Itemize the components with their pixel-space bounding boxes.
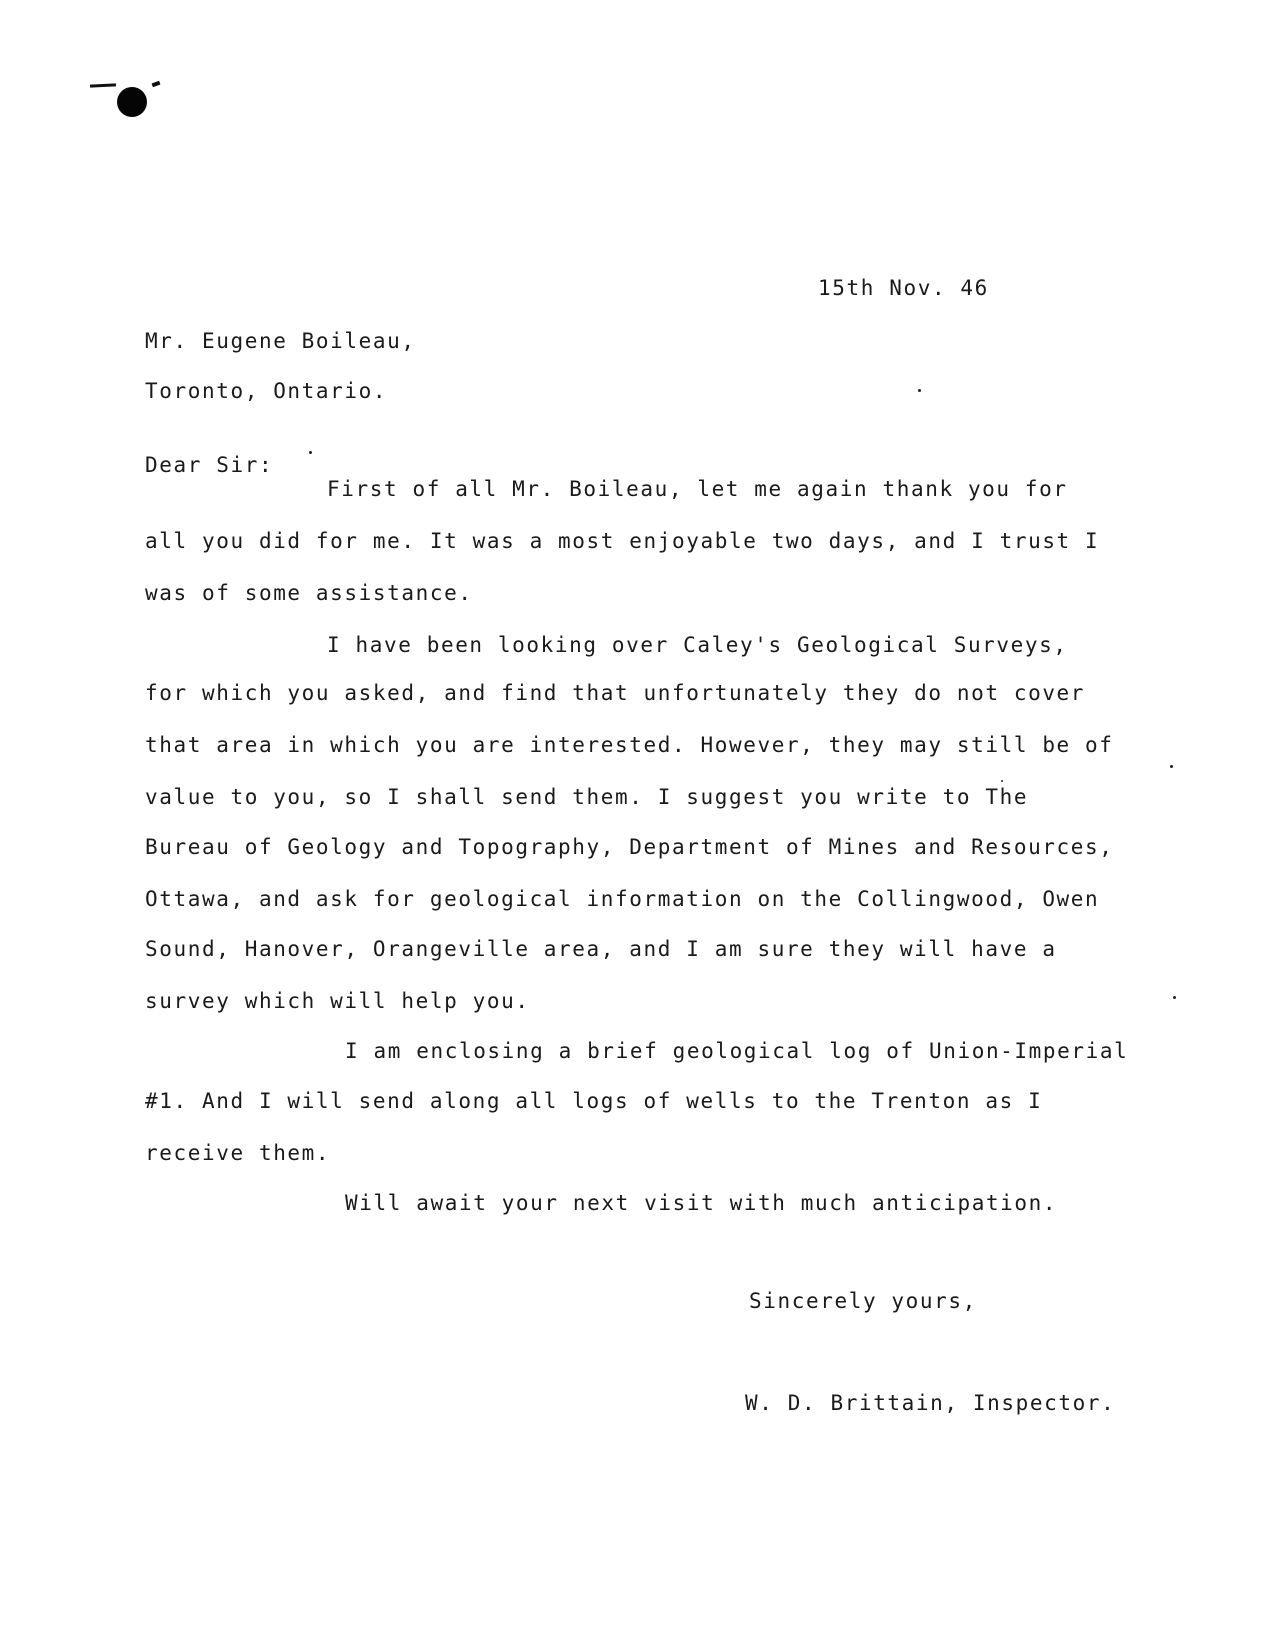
body-line: First of all Mr. Boileau, let me again thank you for [327, 477, 1068, 501]
body-line: I am enclosing a brief geological log of Union-Imperial [345, 1039, 1129, 1063]
body-line: Ottawa, and ask for geological information on the Collingwood, Owen [145, 887, 1100, 911]
salutation: Dear Sir: [145, 453, 274, 477]
hole-punch [117, 87, 147, 117]
letter-date: 15th Nov. 46 [818, 276, 989, 300]
recipient-city: Toronto, Ontario. [145, 379, 388, 403]
body-line: Bureau of Geology and Topography, Department of Mines and Resources, [145, 835, 1114, 859]
hole-punch-mark [152, 81, 161, 87]
paper-speck [309, 451, 312, 454]
paper-speck [918, 389, 921, 392]
body-line: I have been looking over Caley's Geological Surveys, [327, 633, 1068, 657]
body-line: for which you asked, and find that unfortunately they do not cover [145, 681, 1086, 705]
body-line: Will await your next visit with much anticipation. [345, 1191, 1058, 1215]
paper-speck [1001, 780, 1003, 782]
body-line: all you did for me. It was a most enjoyable two days, and I trust I [145, 529, 1100, 553]
recipient-name: Mr. Eugene Boileau, [145, 329, 416, 353]
body-line: #1. And I will send along all logs of wells to the Trenton as I [145, 1089, 1043, 1113]
closing: Sincerely yours, [749, 1289, 977, 1313]
body-line: that area in which you are interested. However, they may still be of [145, 733, 1114, 757]
paper-speck [1173, 996, 1176, 999]
body-line: value to you, so I shall send them. I suggest you write to The [145, 785, 1029, 809]
hole-punch-mark [90, 83, 116, 87]
body-line: Sound, Hanover, Orangeville area, and I am sure they will have a [145, 937, 1057, 961]
signature: W. D. Brittain, Inspector. [745, 1391, 1116, 1415]
body-line: survey which will help you. [145, 989, 530, 1013]
body-line: was of some assistance. [145, 581, 473, 605]
body-line: receive them. [145, 1141, 331, 1165]
paper-speck [1170, 765, 1173, 768]
